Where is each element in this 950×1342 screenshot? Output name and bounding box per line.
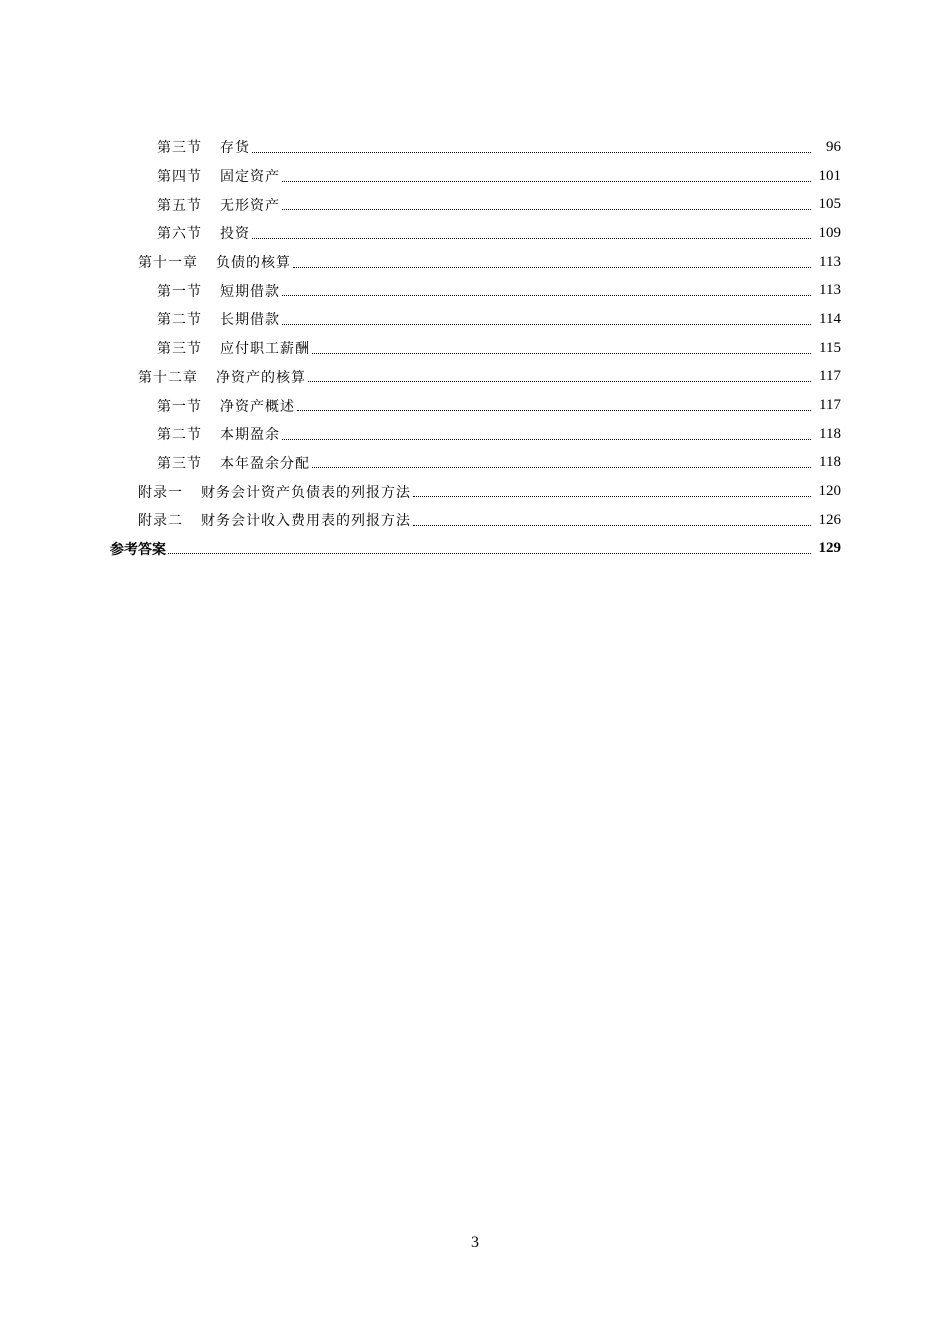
toc-entry-page: 109 — [818, 224, 841, 241]
toc-appendix-entry[interactable] — [0, 506, 950, 535]
toc-entry-page: 105 — [818, 196, 841, 213]
toc-entry-title: 长期借款 — [220, 312, 280, 329]
dot-leader — [282, 181, 811, 182]
dot-leader — [312, 353, 811, 354]
table-of-contents — [0, 133, 950, 563]
toc-entry[interactable] — [0, 190, 950, 219]
toc-entry-title: 本期盈余 — [220, 427, 280, 444]
toc-chapter-entry[interactable] — [0, 248, 950, 277]
toc-entry-number: 第六节 — [157, 226, 202, 243]
dot-leader — [282, 295, 811, 296]
toc-entry[interactable] — [0, 219, 950, 248]
toc-entry-title: 固定资产 — [220, 169, 280, 186]
toc-entry-page: 126 — [818, 511, 841, 528]
toc-entry-page: 129 — [818, 540, 841, 557]
toc-entry-page: 96 — [826, 138, 841, 155]
toc-entry-number: 第四节 — [157, 169, 202, 186]
toc-entry-page: 118 — [819, 425, 841, 442]
dot-leader — [413, 496, 811, 497]
toc-entry-title: 短期借款 — [220, 283, 280, 300]
toc-entry-title: 存货 — [220, 140, 250, 157]
toc-entry-page: 120 — [818, 483, 841, 500]
toc-entry[interactable] — [0, 133, 950, 162]
toc-chapter-entry[interactable] — [0, 363, 950, 392]
dot-leader — [413, 525, 811, 526]
page-number: 3 — [471, 1234, 479, 1251]
toc-entry-title: 财务会计资产负债表的列报方法 — [201, 484, 411, 501]
toc-entry-number: 附录二 — [138, 513, 183, 530]
toc-entry-number: 第十一章 — [138, 255, 198, 272]
toc-entry-number: 第一节 — [157, 283, 202, 300]
toc-entry-number: 第三节 — [157, 341, 202, 358]
toc-entry[interactable] — [0, 420, 950, 449]
dot-leader — [282, 209, 811, 210]
dot-leader — [297, 410, 811, 411]
toc-entry-title: 本年盈余分配 — [220, 455, 310, 472]
dot-leader — [308, 381, 811, 382]
dot-leader — [312, 467, 811, 468]
dot-leader — [282, 324, 811, 325]
toc-entry-title: 无形资产 — [220, 197, 280, 214]
toc-entry-number: 第一节 — [157, 398, 202, 415]
toc-entry-title: 应付职工薪酬 — [220, 341, 310, 358]
toc-entry-page: 101 — [818, 167, 841, 184]
toc-entry-page: 113 — [819, 282, 841, 299]
dot-leader — [252, 238, 811, 239]
toc-entry-title: 财务会计收入费用表的列报方法 — [201, 513, 411, 530]
toc-entry-page: 117 — [819, 368, 841, 385]
toc-entry[interactable] — [0, 305, 950, 334]
toc-entry[interactable] — [0, 391, 950, 420]
toc-entry-page: 114 — [819, 310, 841, 327]
toc-entry-number: 第三节 — [157, 455, 202, 472]
toc-entry[interactable] — [0, 334, 950, 363]
toc-entry-number: 第三节 — [157, 140, 202, 157]
toc-entry-number: 附录一 — [138, 484, 183, 501]
dot-leader — [293, 267, 811, 268]
toc-entry-page: 113 — [819, 253, 841, 270]
toc-entry-title: 净资产概述 — [220, 398, 295, 415]
toc-entry-number: 第二节 — [157, 427, 202, 444]
toc-entry-page: 117 — [819, 397, 841, 414]
toc-entry[interactable] — [0, 162, 950, 191]
toc-entry-page: 118 — [819, 454, 841, 471]
dot-leader — [252, 152, 811, 153]
toc-entry[interactable] — [0, 449, 950, 478]
toc-entry-number: 第二节 — [157, 312, 202, 329]
toc-entry-page: 115 — [819, 339, 841, 356]
dot-leader — [282, 439, 811, 440]
toc-entry-title: 净资产的核算 — [216, 369, 306, 386]
toc-entry-number: 第五节 — [157, 197, 202, 214]
toc-entry-number: 第十二章 — [138, 369, 198, 386]
toc-entry-title: 参考答案 — [110, 541, 166, 558]
dot-leader — [168, 553, 811, 554]
toc-entry-title: 投资 — [220, 226, 250, 243]
toc-appendix-entry[interactable] — [0, 477, 950, 506]
toc-answers-entry[interactable] — [0, 535, 950, 564]
toc-entry[interactable] — [0, 276, 950, 305]
toc-entry-title: 负债的核算 — [216, 255, 291, 272]
